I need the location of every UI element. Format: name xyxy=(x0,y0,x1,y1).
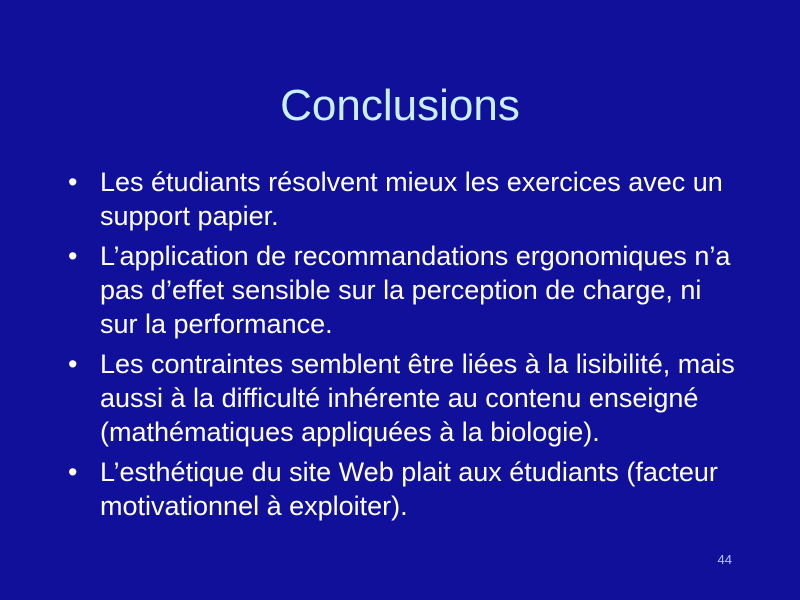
bullet-icon: • xyxy=(68,349,78,379)
slide-title: Conclusions xyxy=(280,81,520,130)
bullet-icon: • xyxy=(68,241,78,271)
bullet-item-4 xyxy=(66,455,746,523)
bullet-item-1 xyxy=(66,165,746,233)
bullet-text: Les étudiants résolvent mieux les exercices avec un support papier. xyxy=(100,167,723,231)
bullet-item-2 xyxy=(66,239,746,341)
bullet-icon: • xyxy=(68,457,78,487)
bullet-text: Les contraintes semblent être liées à la lisibilité, mais aussi à la difficulté inhérente au contenu enseigné (mathématiques appliquées à la biologie). xyxy=(100,349,735,447)
page-number: 44 xyxy=(717,552,732,567)
bullet-text: L’application de recommandations ergonomiques n’a pas d’effet sensible sur la perception de charge, ni sur la performance. xyxy=(100,241,731,339)
bullet-text: L’esthétique du site Web plait aux étudiants (facteur motivationnel à exploiter). xyxy=(100,457,718,521)
bullet-icon: • xyxy=(68,167,78,197)
bullet-item-3 xyxy=(66,347,746,449)
bullet-list xyxy=(66,165,746,529)
